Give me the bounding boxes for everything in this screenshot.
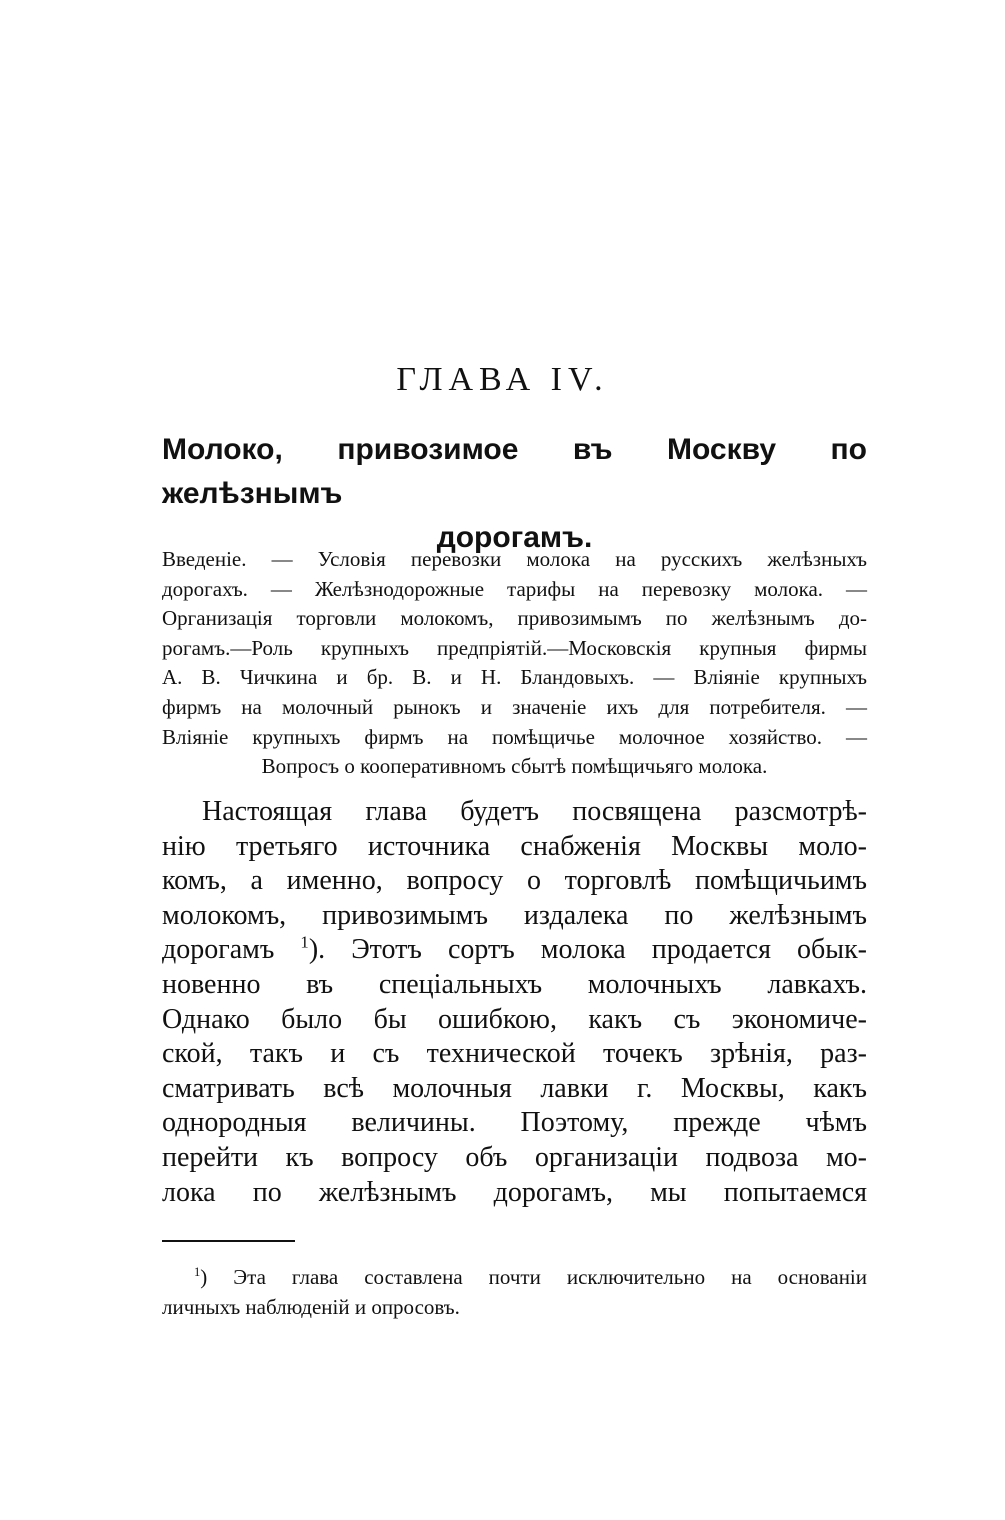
body-line: Настоящая глава будетъ посвящена разсмотрѣ- (202, 796, 867, 827)
body-paragraph (162, 795, 867, 1210)
body-line: молокомъ, привозимымъ издалека по желѣзнымъ (162, 899, 867, 931)
body-line: лока по желѣзнымъ дорогамъ, мы попытаемся (162, 1176, 867, 1208)
footnote (162, 1262, 867, 1322)
synopsis-line: рогамъ.—Роль крупныхъ предпріятій.—Московскія крупныя фирмы (162, 635, 867, 660)
synopsis-line: дорогахъ. — Желѣзнодорожные тарифы на перевозку молока. — (162, 576, 867, 601)
chapter-title-line: дорогамъ. (436, 521, 593, 554)
footnote-line (162, 1262, 867, 1292)
chapter-number: ГЛАВА IV. (396, 361, 609, 398)
body-line: комъ, а именно, вопросу о торговлѣ помѣщичьимъ (162, 865, 867, 897)
synopsis-line: Вліяніе крупныхъ фирмъ на помѣщичье молочное хозяйство. — (162, 724, 867, 749)
chapter-title-line: Молоко, привозимое въ Москву по желѣзнымъ (162, 433, 867, 510)
footnote-marker: 1 (194, 1265, 201, 1279)
synopsis-line: Вопросъ о кооперативномъ сбытѣ помѣщичьяго молока. (261, 754, 768, 779)
synopsis-line: А. В. Чичкина и бр. В. и Н. Бландовыхъ. — Вліяніе крупныхъ (162, 665, 867, 690)
synopsis-line: Введеніе. — Условія перевозки молока на русскихъ желѣзныхъ (162, 547, 867, 571)
body-line: ской, такъ и съ технической точекъ зрѣнія, раз- (162, 1038, 867, 1070)
footnote-line: личныхъ наблюденій и опросовъ. (162, 1295, 460, 1319)
body-line: новенно въ спеціальныхъ молочныхъ лавкахъ. (162, 968, 867, 1000)
body-line: нію третьяго источника снабженія Москвы моло- (162, 830, 867, 862)
synopsis-line: фирмъ на молочный рынокъ и значеніе ихъ для потребителя. — (162, 694, 867, 719)
body-line: Однако было бы ошибкою, какъ съ экономиче- (162, 1003, 867, 1035)
body-line-with-footnote-ref (162, 933, 867, 968)
body-line: перейти къ вопросу объ организаціи подвоза мо- (162, 1141, 867, 1173)
chapter-synopsis (162, 545, 867, 782)
body-line: однородныя величины. Поэтому, прежде чѣмъ (162, 1107, 867, 1139)
body-text-fragment: дорогамъ (162, 934, 301, 966)
chapter-title (162, 428, 867, 560)
body-line: сматривать всѣ молочныя лавки г. Москвы, какъ (162, 1072, 867, 1104)
footnote-text: ) Эта глава составлена почти исключительно на основаніи (200, 1265, 867, 1289)
synopsis-line: Организація торговли молокомъ, привозимымъ по желѣзнымъ до- (162, 606, 867, 631)
footnote-reference: 1 (300, 933, 309, 953)
footnote-divider (162, 1240, 295, 1242)
body-text-fragment: ). Этотъ сортъ молока продается обык- (308, 934, 867, 966)
